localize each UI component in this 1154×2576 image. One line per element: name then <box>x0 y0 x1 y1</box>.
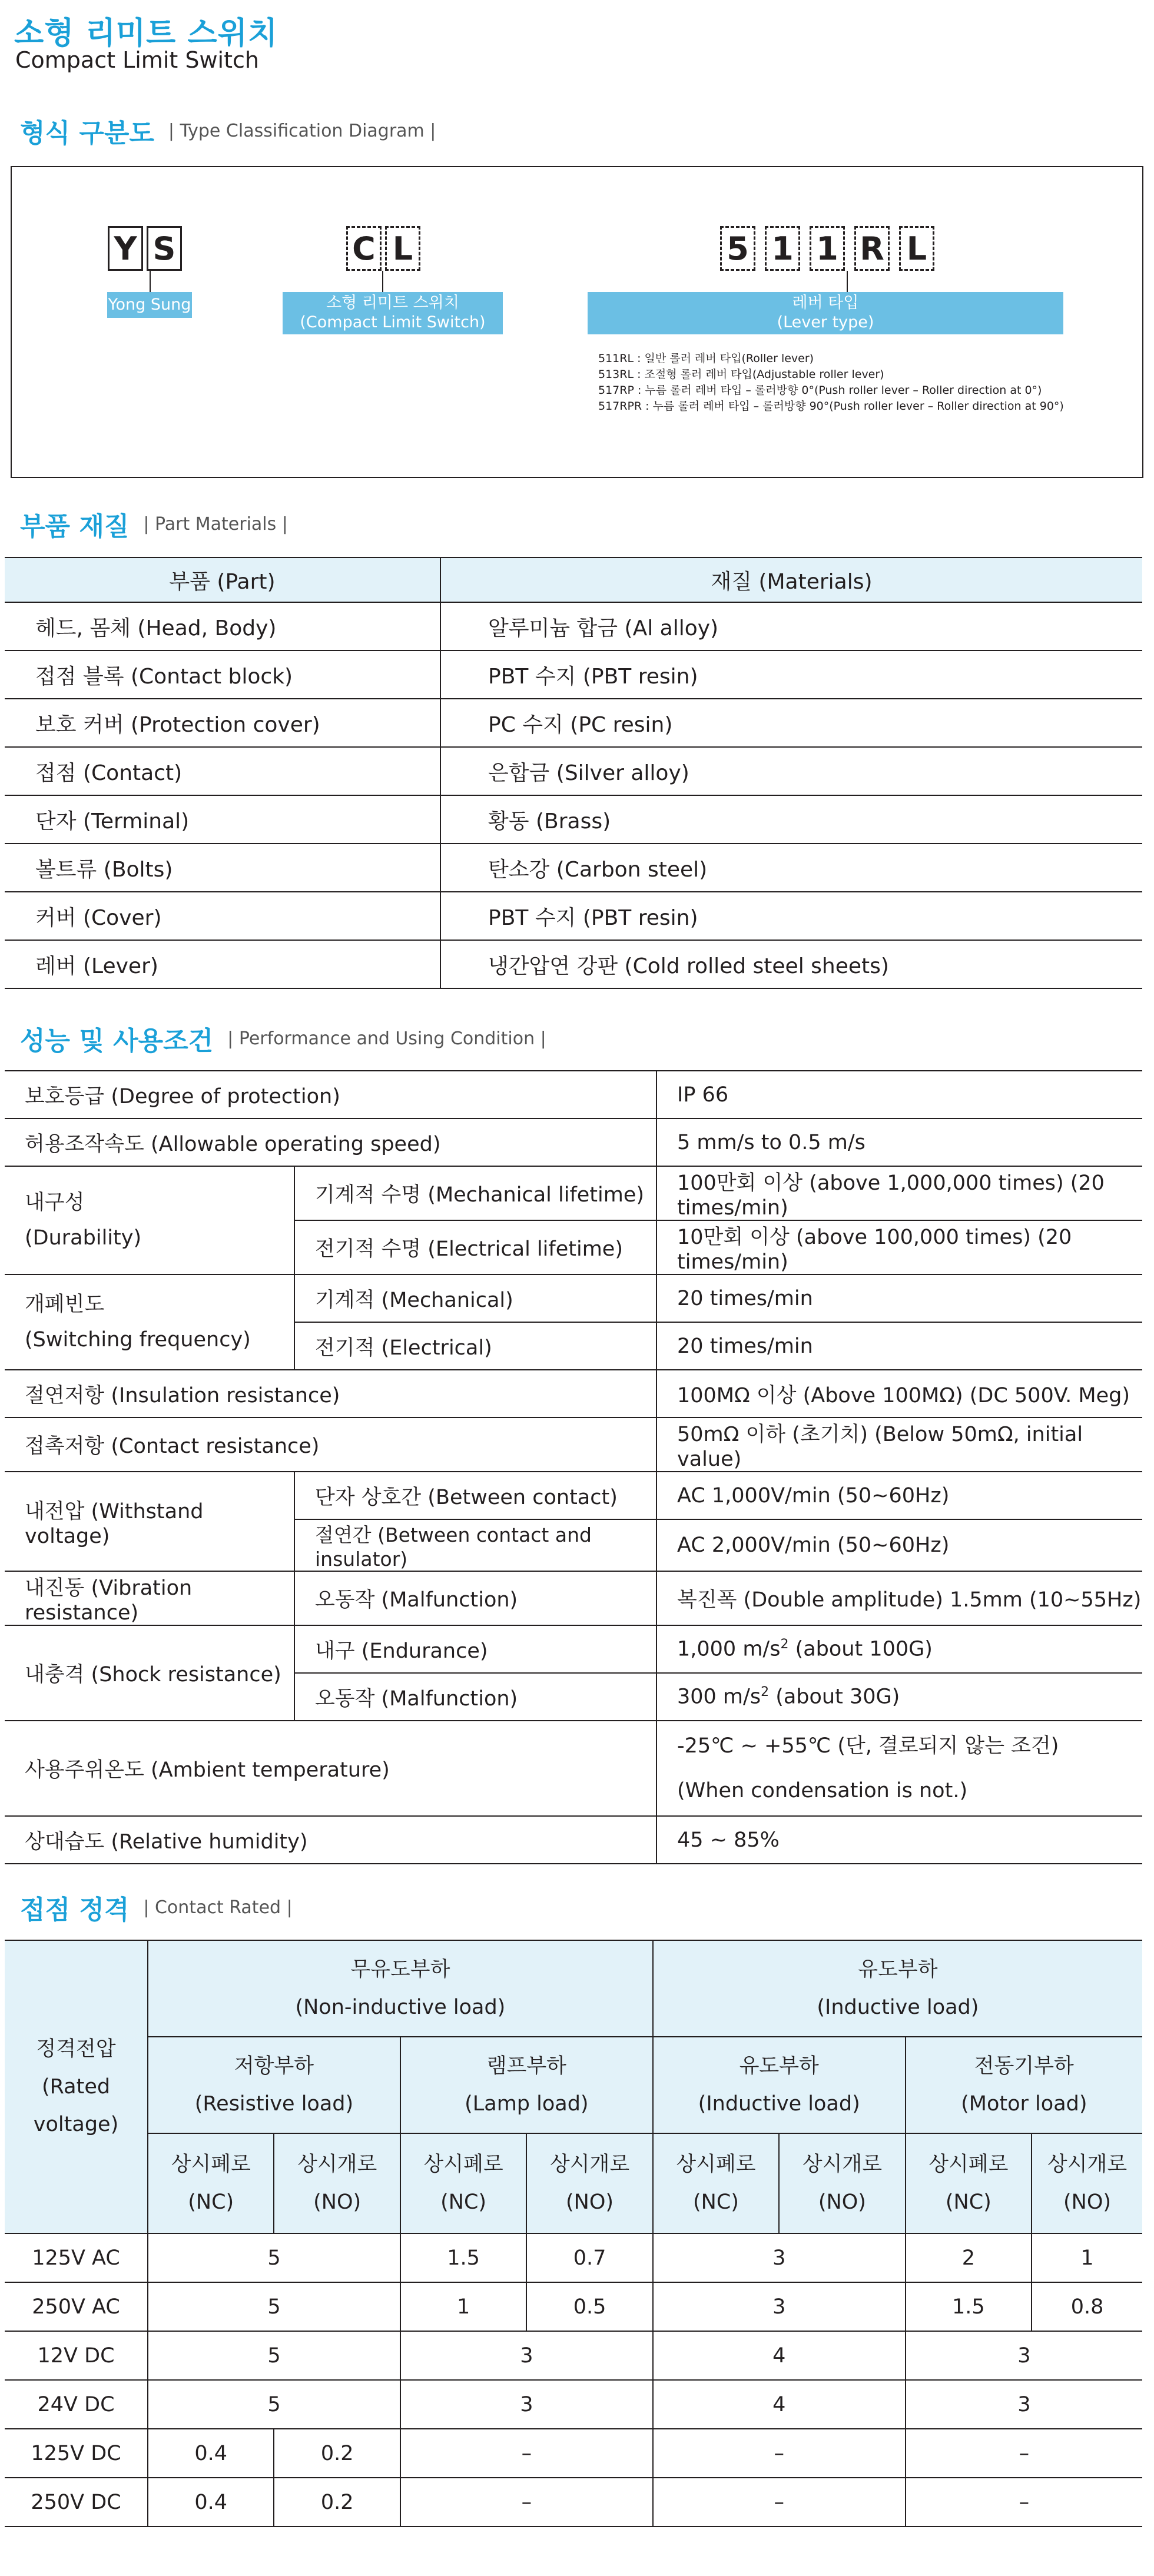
note-line: 513RL : 조절형 롤러 레버 타입(Adjustable roller lever) <box>598 368 884 381</box>
label-line: 내구성 <box>25 1191 85 1214</box>
header-line: (NO) <box>313 2190 362 2214</box>
materials-table <box>5 557 1142 989</box>
connector-line <box>382 271 383 293</box>
code-letter: C <box>346 226 382 271</box>
value-part: (about 100G) <box>788 1637 933 1661</box>
voltage-cell: 250V AC <box>5 2282 148 2331</box>
section-subtitle: | Contact Rated | <box>143 1897 293 1918</box>
code-ys <box>108 226 182 271</box>
material-cell: PBT 수지 (PBT resin) <box>440 650 1142 699</box>
value-cell: 45 ~ 85% <box>656 1816 1142 1864</box>
value-cell: – <box>400 2478 653 2527</box>
value-cell: 3 <box>653 2282 906 2331</box>
value-cell: 3 <box>400 2331 653 2380</box>
code-letter: S <box>147 226 182 271</box>
header-line: (NC) <box>945 2190 991 2214</box>
value-cell: 0.4 <box>148 2429 274 2478</box>
table-row <box>5 1274 1142 1322</box>
sub-label-cell: 내구 (Endurance) <box>294 1625 656 1673</box>
sub-label-cell: 오동작 (Malfunction) <box>294 1673 656 1721</box>
value-cell: 10만회 이상 (above 100,000 times) (20 times/min) <box>656 1220 1142 1274</box>
page-title: 소형 리미트 스위치 <box>14 16 278 51</box>
label-cell: 내충격 (Shock resistance) <box>5 1625 294 1721</box>
value-line: (When condensation is not.) <box>677 1779 968 1802</box>
value-cell: – <box>906 2478 1142 2527</box>
table-row <box>5 892 1142 940</box>
label-cell: 사용주위온도 (Ambient temperature) <box>5 1721 656 1816</box>
section-subtitle: | Type Classification Diagram | <box>168 120 436 141</box>
lever-type-notes <box>598 351 1064 414</box>
no-header <box>779 2133 905 2233</box>
table-header-row <box>5 557 1142 602</box>
value-cell: 3 <box>906 2331 1142 2380</box>
label-cell: 절연저항 (Insulation resistance) <box>5 1370 656 1418</box>
superscript: 2 <box>780 1637 789 1652</box>
header-line: (Motor load) <box>961 2092 1087 2116</box>
label-cell <box>5 1166 294 1274</box>
value-cell: – <box>653 2429 906 2478</box>
value-cell: 2 <box>906 2233 1032 2282</box>
value-cell: 4 <box>653 2331 906 2380</box>
nc-header <box>400 2133 526 2233</box>
inductive-header <box>653 1940 1142 2037</box>
sub-label-cell: 절연간 (Between contact and insulator) <box>294 1519 656 1571</box>
table-row <box>5 844 1142 892</box>
material-cell: PC 수지 (PC resin) <box>440 699 1142 747</box>
table-row <box>5 2331 1142 2380</box>
part-cell: 볼트류 (Bolts) <box>5 844 440 892</box>
header-line: 상시개로 <box>549 2153 630 2176</box>
header-line: 전동기부하 <box>974 2054 1074 2078</box>
header-line: (NC) <box>693 2190 739 2214</box>
value-cell: 4 <box>653 2380 906 2429</box>
column-header: 재질 (Materials) <box>440 557 1142 602</box>
value-cell: 50mΩ 이하 (초기치) (Below 50mΩ, initial value) <box>656 1418 1142 1472</box>
value-cell: 0.4 <box>148 2478 274 2527</box>
value-cell: – <box>400 2429 653 2478</box>
lamp-header <box>400 2037 653 2133</box>
table-row <box>5 940 1142 988</box>
sub-label-cell: 오동작 (Malfunction) <box>294 1571 656 1625</box>
header-line: 유도부하 <box>858 1958 938 1981</box>
section-title: 접점 정격 <box>20 1895 130 1925</box>
value-cell: 5 <box>148 2380 400 2429</box>
part-cell: 단자 (Terminal) <box>5 795 440 844</box>
value-cell: 0.8 <box>1032 2282 1142 2331</box>
table-row <box>5 1166 1142 1220</box>
code-letter: 5 <box>720 226 755 271</box>
table-header-row <box>5 2133 1142 2233</box>
part-cell: 헤드, 몸체 (Head, Body) <box>5 602 440 650</box>
value-cell: 5 <box>148 2282 400 2331</box>
material-cell: 황동 (Brass) <box>440 795 1142 844</box>
ys-label: Yong Sung <box>107 292 192 318</box>
table-row <box>5 1571 1142 1625</box>
value-cell: 3 <box>400 2380 653 2429</box>
table-row <box>5 2282 1142 2331</box>
code-cl <box>346 226 420 271</box>
part-cell: 커버 (Cover) <box>5 892 440 940</box>
table-row <box>5 1370 1142 1418</box>
voltage-cell: 250V DC <box>5 2478 148 2527</box>
value-cell: 0.7 <box>526 2233 652 2282</box>
nc-header <box>906 2133 1032 2233</box>
sub-label-cell: 전기적 수명 (Electrical lifetime) <box>294 1220 656 1274</box>
nc-header <box>148 2133 274 2233</box>
label-cell: 상대습도 (Relative humidity) <box>5 1816 656 1864</box>
note-line: 511RL : 일반 롤러 레버 타입(Roller lever) <box>598 352 814 365</box>
value-cell <box>656 1625 1142 1673</box>
header-line: (Non-inductive load) <box>295 1996 506 2019</box>
table-row <box>5 1071 1142 1118</box>
sub-label-cell: 단자 상호간 (Between contact) <box>294 1472 656 1519</box>
table-row <box>5 795 1142 844</box>
header-line: 상시개로 <box>802 2153 883 2176</box>
table-row <box>5 650 1142 699</box>
header-line: (NO) <box>1063 2190 1112 2214</box>
table-header-row <box>5 2037 1142 2133</box>
header-line: voltage) <box>33 2113 119 2136</box>
value-cell: 1 <box>400 2282 526 2331</box>
code-letter: L <box>899 226 934 271</box>
material-cell: PBT 수지 (PBT resin) <box>440 892 1142 940</box>
header-line: (NC) <box>188 2190 234 2214</box>
header-line: 정격전압 <box>36 2037 116 2061</box>
material-cell: 은합금 (Silver alloy) <box>440 747 1142 795</box>
part-cell: 레버 (Lever) <box>5 940 440 988</box>
value-cell: 20 times/min <box>656 1322 1142 1370</box>
type-section-heading <box>20 112 436 150</box>
value-cell: 5 <box>148 2331 400 2380</box>
value-part: 300 m/s <box>677 1685 761 1709</box>
header-line: (Rated <box>41 2075 111 2099</box>
code-letter: R <box>854 226 890 271</box>
label-cell: 내전압 (Withstand voltage) <box>5 1472 294 1571</box>
label-cell: 내진동 (Vibration resistance) <box>5 1571 294 1625</box>
value-cell: 3 <box>906 2380 1142 2429</box>
material-cell: 알루미늄 합금 (Al alloy) <box>440 602 1142 650</box>
label-line: 개폐빈도 <box>25 1293 105 1316</box>
header-line: 무유도부하 <box>350 1958 450 1981</box>
header-line: 유도부하 <box>739 2054 819 2078</box>
code-letter: 1 <box>810 226 845 271</box>
value-cell: 5 mm/s to 0.5 m/s <box>656 1118 1142 1166</box>
code-letter: L <box>385 226 420 271</box>
resistive-header <box>148 2037 400 2133</box>
header-line: (Inductive load) <box>698 2092 860 2116</box>
value-cell: 복진폭 (Double amplitude) 1.5mm (10~55Hz) <box>656 1571 1142 1625</box>
value-cell: – <box>906 2429 1142 2478</box>
header-line: (NO) <box>566 2190 614 2214</box>
value-cell: 0.2 <box>274 2429 400 2478</box>
label-cell <box>5 1274 294 1370</box>
value-cell: AC 2,000V/min (50~60Hz) <box>656 1519 1142 1571</box>
section-title: 성능 및 사용조건 <box>20 1026 214 1056</box>
value-cell: 1 <box>1032 2233 1142 2282</box>
value-cell: 3 <box>653 2233 906 2282</box>
part-cell: 보호 커버 (Protection cover) <box>5 699 440 747</box>
section-title: 부품 재질 <box>20 512 130 542</box>
label-cell: 보호등급 (Degree of protection) <box>5 1071 656 1118</box>
superscript: 2 <box>761 1685 770 1700</box>
value-line: -25℃ ~ +55℃ (단, 결로되지 않는 조건) <box>677 1734 1059 1758</box>
header-line: 상시폐로 <box>423 2153 503 2176</box>
nc-header <box>653 2133 779 2233</box>
value-cell: 20 times/min <box>656 1274 1142 1322</box>
rated-section-heading <box>20 1888 293 1926</box>
value-cell: AC 1,000V/min (50~60Hz) <box>656 1472 1142 1519</box>
table-row <box>5 747 1142 795</box>
header-line: 상시개로 <box>1047 2153 1128 2176</box>
rated-voltage-header <box>5 1940 148 2233</box>
inductive-sub-header <box>653 2037 906 2133</box>
cl-label <box>283 292 503 334</box>
note-line: 517RPR : 누름 롤러 레버 타입 – 롤러방향 90°(Push roller lever – Roller direction at 90°) <box>598 400 1064 413</box>
header-line: (Inductive load) <box>817 1996 979 2019</box>
voltage-cell: 12V DC <box>5 2331 148 2380</box>
code-letter: Y <box>108 226 143 271</box>
value-cell: 100MΩ 이상 (Above 100MΩ) (DC 500V. Meg) <box>656 1370 1142 1418</box>
performance-section-heading <box>20 1020 546 1057</box>
table-row <box>5 602 1142 650</box>
table-row <box>5 1418 1142 1472</box>
header-line: 상시폐로 <box>928 2153 1009 2176</box>
value-cell: 1.5 <box>400 2233 526 2282</box>
voltage-cell: 24V DC <box>5 2380 148 2429</box>
page-subtitle: Compact Limit Switch <box>15 47 259 73</box>
sub-label-cell: 기계적 (Mechanical) <box>294 1274 656 1322</box>
value-cell: 0.2 <box>274 2478 400 2527</box>
motor-header <box>906 2037 1142 2133</box>
value-cell: 5 <box>148 2233 400 2282</box>
sub-label-cell: 전기적 (Electrical) <box>294 1322 656 1370</box>
non-inductive-header <box>148 1940 653 2037</box>
table-row <box>5 699 1142 747</box>
value-part: 1,000 m/s <box>677 1637 781 1661</box>
no-header <box>526 2133 652 2233</box>
label-line: (Switching frequency) <box>25 1328 251 1352</box>
no-header <box>274 2133 400 2233</box>
connector-line <box>150 271 151 293</box>
header-line: (Resistive load) <box>194 2092 354 2116</box>
value-cell: – <box>653 2478 906 2527</box>
material-cell: 냉간압연 강판 (Cold rolled steel sheets) <box>440 940 1142 988</box>
part-cell: 접점 블록 (Contact block) <box>5 650 440 699</box>
value-cell <box>656 1673 1142 1721</box>
label-cell: 허용조작속도 (Allowable operating speed) <box>5 1118 656 1166</box>
table-row <box>5 1625 1142 1673</box>
header-line: 저항부하 <box>234 2054 314 2078</box>
connector-line <box>847 271 848 293</box>
header-line: 상시폐로 <box>171 2153 251 2176</box>
sub-label-cell: 기계적 수명 (Mechanical lifetime) <box>294 1166 656 1220</box>
value-part: (about 30G) <box>769 1685 900 1709</box>
label-cell: 접촉저항 (Contact resistance) <box>5 1418 656 1472</box>
value-cell: 1.5 <box>906 2282 1032 2331</box>
section-subtitle: | Performance and Using Condition | <box>227 1028 546 1049</box>
lever-label-en: (Lever type) <box>777 313 874 331</box>
column-header: 부품 (Part) <box>5 557 440 602</box>
performance-table <box>5 1070 1142 1864</box>
lever-label-ko: 레버 타입 <box>792 294 859 312</box>
value-cell <box>656 1721 1142 1816</box>
table-row <box>5 1816 1142 1864</box>
table-row <box>5 2429 1142 2478</box>
code-letter: 1 <box>765 226 800 271</box>
contact-rated-table <box>5 1940 1142 2527</box>
table-header-row <box>5 1940 1142 2037</box>
table-row <box>5 2380 1142 2429</box>
value-cell: 100만회 이상 (above 1,000,000 times) (20 times/min) <box>656 1166 1142 1220</box>
lever-label <box>588 292 1063 334</box>
table-row <box>5 1118 1142 1166</box>
voltage-cell: 125V DC <box>5 2429 148 2478</box>
section-subtitle: | Part Materials | <box>143 513 288 535</box>
value-cell: IP 66 <box>656 1071 1142 1118</box>
table-row <box>5 2233 1142 2282</box>
header-line: (NC) <box>440 2190 487 2214</box>
cl-label-ko: 소형 리미트 스위치 <box>326 294 459 312</box>
materials-section-heading <box>20 505 288 543</box>
section-title: 형식 구분도 <box>20 118 154 148</box>
material-cell: 탄소강 (Carbon steel) <box>440 844 1142 892</box>
header-line: 상시폐로 <box>676 2153 756 2176</box>
voltage-cell: 125V AC <box>5 2233 148 2282</box>
label-line: (Durability) <box>25 1226 142 1250</box>
note-line: 517RP : 누름 롤러 레버 타입 – 롤러방향 0°(Push roller lever – Roller direction at 0°) <box>598 384 1042 397</box>
table-row <box>5 1721 1142 1816</box>
no-header <box>1032 2133 1142 2233</box>
value-cell: 0.5 <box>526 2282 652 2331</box>
code-lever <box>720 226 934 271</box>
table-row <box>5 2478 1142 2527</box>
header-line: (NO) <box>818 2190 866 2214</box>
header-line: (Lamp load) <box>465 2092 589 2116</box>
cl-label-en: (Compact Limit Switch) <box>300 313 486 331</box>
table-row <box>5 1472 1142 1519</box>
header-line: 램프부하 <box>486 2054 566 2078</box>
part-cell: 접점 (Contact) <box>5 747 440 795</box>
header-line: 상시개로 <box>297 2153 377 2176</box>
type-classification-diagram <box>11 166 1143 478</box>
